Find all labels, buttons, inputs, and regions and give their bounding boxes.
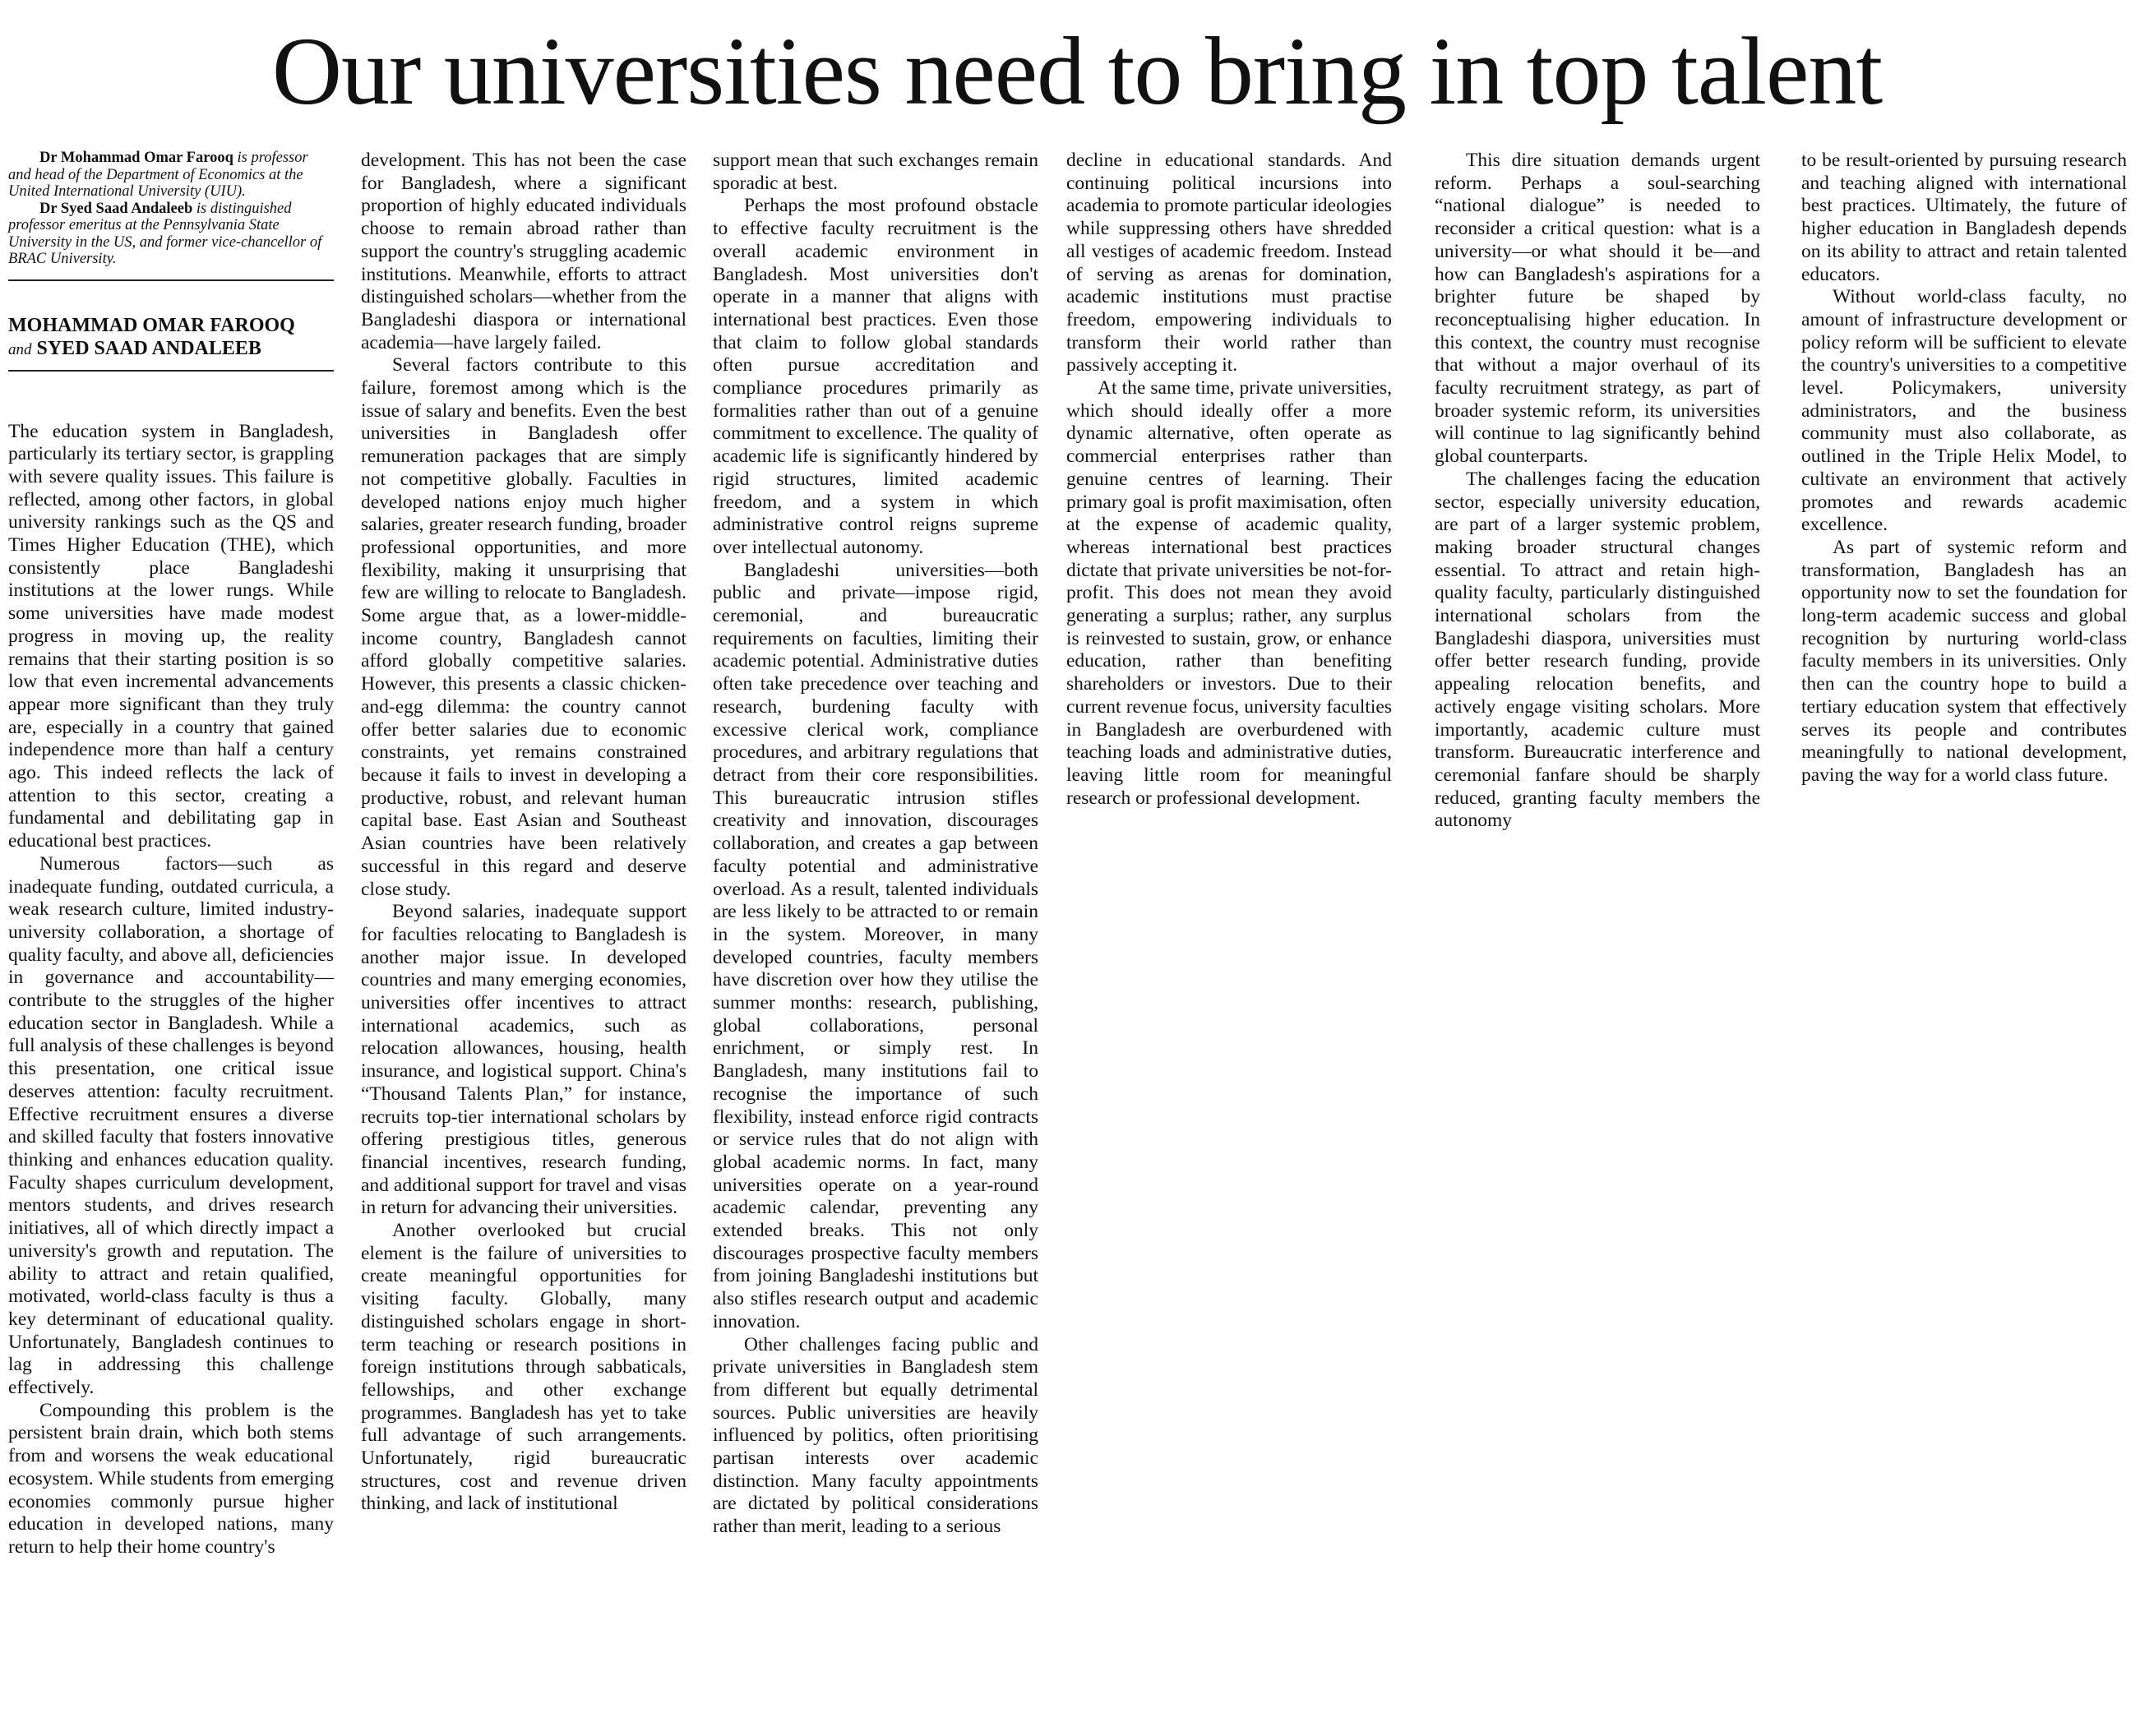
paragraph: The education system in Bangladesh, particularly its tertiary sector, is grappling with severe quality issues. This failure is reflected, among other factors, in global university rankings such as the QS and Times Higher Education (THE), which consistently place Bangladeshi institutions at the lower rungs. While some universities have made modest progress in moving up, the reality remains that their starting position is so low that even incremental advancements appear more significant than they truly are, especially in a country that gained independence more than half a century ago. This indeed reflects the lack of attention to this sector, creating a fundamental and debilitating gap in educational best practices. bbox=[8, 420, 334, 852]
paragraph: Another overlooked but crucial element is the failure of universities to create meaningful opportunities for visiting faculty. Globally, many distinguished scholars engage in short-term teaching or research positions in foreign institutions through sabbaticals, fellowships, and other exchange programmes. Bangladesh has yet to take full advantage of such arrangements. Unfortunately, rigid bureaucratic structures, cost and revenue driven thinking, and lack of institutional bbox=[361, 1220, 686, 1515]
paragraph: Bangladeshi universities—both public and private—impose rigid, ceremonial, and bureaucratic requirements on faculties, limiting their academic potential. Administrative duties often take precedence over teaching and research, burdening faculty with excessive clerical work, compliance procedures, and arbitrary regulations that detract from their core responsibilities. This bureaucratic intrusion stifles creativity and innovation, discourages collaboration, and creates a gap between faculty potential and administrative overload. As a result, talented individuals are less likely to be attracted to or remain in the system. Moreover, in many developed countries, faculty members have discretion over how they utilise the summer months: research, publishing, global collaborations, personal enrichment, or simply rest. In Bangladesh, many institutions fail to recognise the importance of such flexibility, instead enforce rigid contracts or service rules that do not align with global academic norms. In fact, many universities operate on a year-round academic calendar, preventing any extended breaks. This not only discourages prospective faculty members from joining Bangladeshi institutions but also stifles research output and academic innovation. bbox=[713, 559, 1038, 1332]
author-bio-2 bbox=[8, 201, 334, 268]
byline bbox=[8, 314, 334, 362]
column-3 bbox=[713, 150, 1038, 1539]
paragraph: The challenges facing the education sector, especially university education, are part of a larger systemic problem, making broader structural changes essential. To attract and retain high-quality faculty, particularly distinguished international scholars from the Bangladeshi diaspora, universities must offer better research funding, provide appealing relocation benefits, and actively engage visiting scholars. More importantly, academic culture must transform. Bureaucratic interference and ceremonial fanfare should be sharply reduced, granting faculty members the autonomy bbox=[1435, 468, 1760, 832]
column-2 bbox=[361, 150, 686, 1516]
bio-text: is professor and head of the Department of Economics at the United International University (UIU). bbox=[8, 150, 308, 200]
headline: Our universities need to bring in top talent bbox=[271, 17, 1883, 125]
bio-name: Dr Syed Saad Andaleeb bbox=[39, 200, 193, 217]
paragraph: Compounding this problem is the persistent brain drain, which both stems from and worsens the weak educational ecosystem. While students from emerging economies commonly pursue higher education in developed nations, many return to help their home country's bbox=[8, 1399, 334, 1558]
author-bio-1 bbox=[8, 150, 334, 201]
paragraph: support mean that such exchanges remain sporadic at best. bbox=[713, 150, 1038, 194]
byline-and: and bbox=[8, 340, 32, 358]
paragraph: Perhaps the most profound obstacle to effective faculty recruitment is the overall academic environment in Bangladesh. Most universities don't operate in a manner that aligns with international best practices. Even those that claim to follow global standards often pursue accreditation and compliance procedures primarily as formalities rather than out of a genuine commitment to excellence. The quality of academic life is significantly hindered by rigid structures, limited academic freedom, and a system in which administrative control reigns supreme over intellectual autonomy. bbox=[713, 195, 1038, 558]
paragraph: This dire situation demands urgent reform. Perhaps a soul-searching “national dialogue” is needed to reconsider a critical question: what is a university—or what should it be—and how can Bangladesh's aspirations for a brighter future be shaped by reconceptualising higher education. In this context, the country must recognise that without a major overhaul of its faculty recruitment strategy, as part of broader systemic reform, its universities will continue to lag significantly behind global counterparts. bbox=[1435, 150, 1760, 468]
column-4 bbox=[1066, 150, 1392, 810]
paragraph: As part of systemic reform and transformation, Bangladesh has an opportunity now to set the foundation for long-term academic success and global recognition by nurturing world-class faculty members in its universities. Only then can the country hope to build a tertiary education system that effectively serves its people and contributes meaningfully to national development, paving the way for a world class future. bbox=[1801, 536, 2127, 786]
column-6 bbox=[1801, 150, 2127, 787]
bio-name: Dr Mohammad Omar Farooq bbox=[39, 150, 233, 166]
paragraph: Several factors contribute to this failure, foremost among which is the issue of salary and benefits. Even the best universities in Bangladesh offer remuneration packages that are simply not competitive globally. Faculties in developed nations enjoy much higher salaries, greater research funding, broader professional opportunities, and more flexibility, making it unsurprising that few are willing to relocate to Bangladesh. Some argue that, as a lower-middle-income country, Bangladesh cannot afford globally competitive salaries. However, this presents a classic chicken-and-egg dilemma: the country cannot offer better salaries due to economic constraints, yet remains constrained because it fails to invest in developing a productive, robust, and relevant human capital base. East Asian and Southeast Asian countries have been relatively successful in this regard and deserve close study. bbox=[361, 354, 686, 900]
bio-text: is distinguished professor emeritus at the Pennsylvania State University in the US, and former vice-chancellor of BRAC University. bbox=[8, 200, 322, 267]
paragraph: Numerous factors—such as inadequate funding, outdated curricula, a weak research culture, limited industry-university collaboration, a shortage of quality faculty, and above all, deficiencies in governance and accountability—contribute to the struggles of the higher education sector in Bangladesh. While a full analysis of these challenges is beyond this presentation, one critical issue deserves attention: faculty recruitment. Effective recruitment ensures a diverse and skilled faculty that fosters innovative thinking and enhances education quality. Faculty shapes curriculum development, mentors students, and drives research initiatives, all of which directly impact a university's growth and reputation. The ability to attract and retain qualified, motivated, world-class faculty is thus a key determinant of educational quality. Unfortunately, Bangladesh continues to lag in addressing this challenge effectively. bbox=[8, 852, 334, 1399]
column-5 bbox=[1435, 150, 1760, 833]
paragraph: At the same time, private universities, which should ideally offer a more dynamic alternative, often operate as commercial enterprises rather than genuine centres of learning. Their primary goal is profit maximisation, often at the expense of academic quality, whereas international best practices dictate that private universities be not-for-profit. This does not mean they avoid generating a surplus; rather, any surplus is reinvested to sustain, grow, or enhance education, rather than benefiting shareholders or investors. Due to their current revenue focus, university faculties in Bangladesh are overburdened with teaching loads and administrative duties, leaving little room for meaningful research or professional development. bbox=[1066, 377, 1392, 809]
paragraph: Other challenges facing public and private universities in Bangladesh stem from different but equally detrimental sources. Public universities are heavily influenced by politics, often prioritising partisan interests over academic distinction. Many faculty appointments are dictated by political considerations rather than merit, leading to a serious bbox=[713, 1333, 1038, 1538]
paragraph: Beyond salaries, inadequate support for faculties relocating to Bangladesh is another major issue. In developed countries and many emerging economies, universities offer incentives to attract international academics, such as relocation allowances, housing, health insurance, and logistical support. China's “Thousand Talents Plan,” for instance, recruits top-tier international scholars by offering prestigious titles, generous financial incentives, research funding, and additional support for travel and visas in return for advancing their universities. bbox=[361, 901, 686, 1219]
paragraph: decline in educational standards. And continuing political incursions into academia to promote particular ideologies while suppressing others have shredded all vestiges of academic freedom. Instead of serving as arenas for domination, academic institutions must practise freedom, empowering individuals to transform their world rather than passively accepting it. bbox=[1066, 150, 1392, 376]
divider bbox=[8, 279, 334, 281]
paragraph: to be result-oriented by pursuing research and teaching aligned with international best practices. Ultimately, the future of higher education in Bangladesh depends on its ability to attract and retain talented educators. bbox=[1801, 150, 2127, 285]
byline-author-1: MOHAMMAD OMAR FAROOQ bbox=[8, 314, 295, 336]
column-1 bbox=[8, 150, 334, 1559]
byline-author-2: SYED SAAD ANDALEEB bbox=[36, 337, 261, 359]
divider bbox=[8, 370, 334, 372]
paragraph: development. This has not been the case for Bangladesh, where a significant proportion of highly educated individuals choose to remain abroad rather than support the country's struggling academic institutions. Meanwhile, efforts to attract distinguished scholars—whether from the Bangladeshi diaspora or international academia—have largely failed. bbox=[361, 150, 686, 353]
paragraph: Without world-class faculty, no amount of infrastructure development or policy reform will be sufficient to elevate the country's universities to a competitive level. Policymakers, university administrators, and the business community must also collaborate, as outlined in the Triple Helix Model, to cultivate an environment that actively promotes and rewards academic excellence. bbox=[1801, 286, 2127, 536]
